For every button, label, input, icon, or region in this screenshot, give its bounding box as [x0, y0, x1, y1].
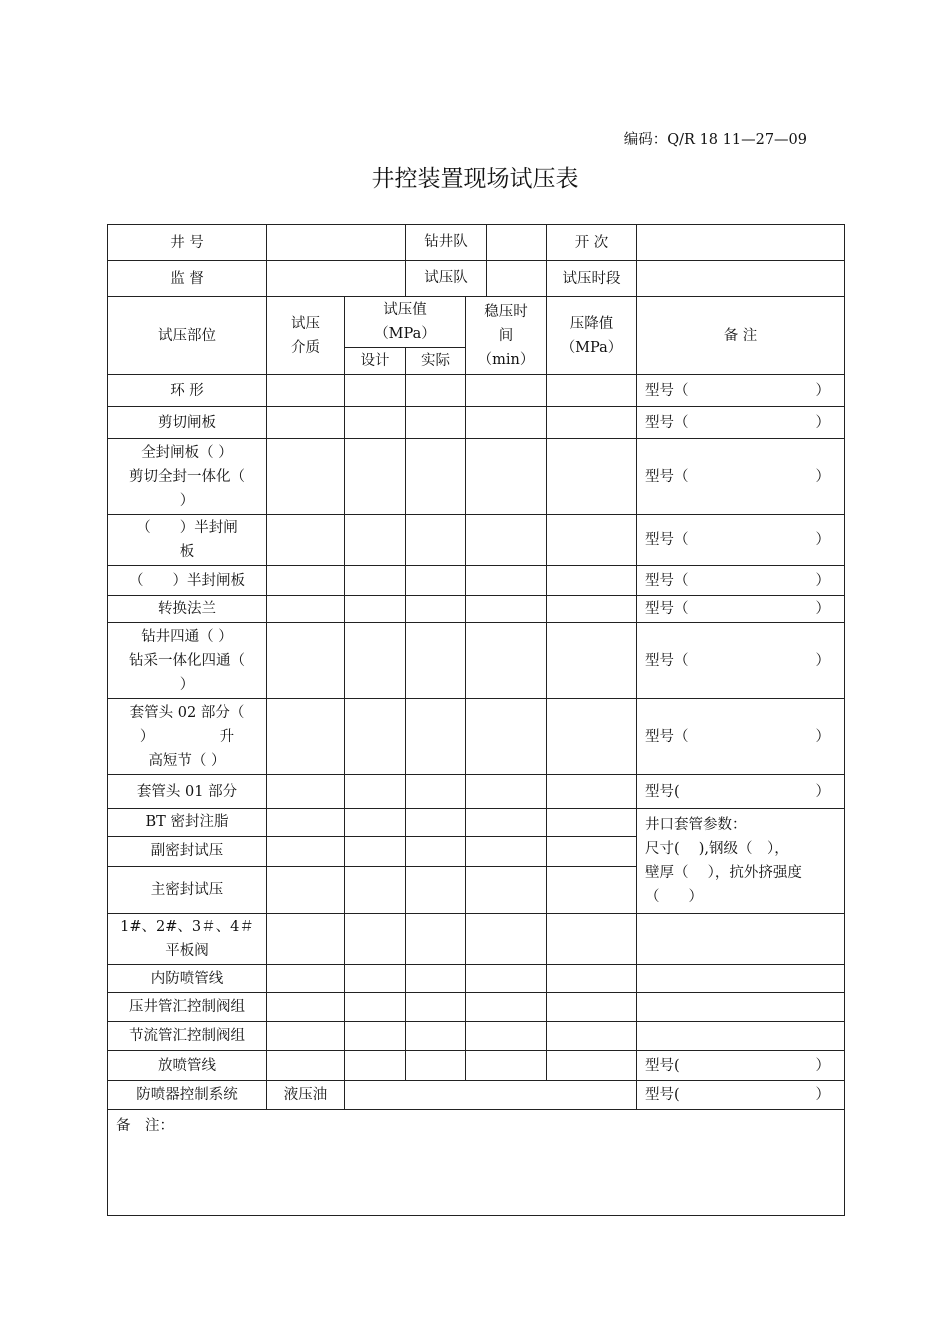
test-team-group [406, 261, 547, 297]
table-row [108, 775, 845, 809]
part-label: BT 密封注脂 [108, 809, 267, 837]
footer-row [108, 1110, 845, 1216]
header-drop: 压降值 （MPa） [547, 297, 637, 375]
close-paren: ） [815, 1057, 830, 1074]
design-cell[interactable] [345, 993, 406, 1022]
pressure-test-table [107, 224, 845, 1216]
design-cell[interactable] [345, 439, 406, 515]
design-cell[interactable] [345, 375, 406, 407]
remark-cell[interactable] [637, 965, 845, 993]
drop-cell[interactable] [547, 866, 637, 913]
spud-value[interactable] [637, 225, 845, 261]
drop-cell[interactable] [547, 596, 637, 623]
footer-remark[interactable]: 备 注： [108, 1110, 845, 1216]
model-label: 型号（ [645, 468, 689, 485]
table-row [108, 623, 845, 699]
design-cell[interactable] [345, 596, 406, 623]
hold-time-cell[interactable] [466, 1051, 547, 1081]
hold-time-cell[interactable] [466, 965, 547, 993]
model-remark[interactable] [637, 375, 845, 407]
table-row [108, 596, 845, 623]
close-paren: ） [815, 783, 830, 800]
model-remark[interactable] [637, 699, 845, 775]
model-label: 型号（ [645, 382, 689, 399]
drop-cell[interactable] [547, 965, 637, 993]
model-label: 型号（ [645, 728, 689, 745]
well-no-label: 井 号 [108, 225, 267, 261]
table-row [108, 699, 845, 775]
hold-time-cell[interactable] [466, 809, 547, 837]
drop-cell[interactable] [547, 914, 637, 965]
drilling-team-group [406, 225, 547, 261]
hold-time-cell[interactable] [466, 439, 547, 515]
close-paren: ） [815, 382, 830, 399]
actual-cell[interactable] [406, 809, 466, 837]
model-remark[interactable] [637, 623, 845, 699]
hold-time-cell[interactable] [466, 1022, 547, 1051]
part-label: 钻井四通（ ） 钻采一体化四通（ ） [108, 623, 267, 699]
part-label: 放喷管线 [108, 1051, 267, 1081]
hold-time-cell[interactable] [466, 515, 547, 566]
header-medium: 试压 介质 [267, 297, 345, 375]
actual-cell[interactable] [406, 914, 466, 965]
close-paren: ） [815, 652, 830, 669]
design-cell[interactable] [345, 866, 406, 913]
medium-cell[interactable] [267, 1022, 345, 1051]
header-design: 设计 [345, 348, 406, 375]
design-cell[interactable] [345, 407, 406, 439]
model-label: 型号（ [645, 572, 689, 589]
actual-cell[interactable] [406, 965, 466, 993]
hold-time-cell[interactable] [466, 866, 547, 913]
medium-cell[interactable] [267, 699, 345, 775]
medium-cell[interactable] [267, 836, 345, 866]
medium-cell[interactable] [267, 965, 345, 993]
model-remark[interactable] [637, 1081, 845, 1110]
remark-cell[interactable] [637, 1022, 845, 1051]
hold-time-cell[interactable] [466, 699, 547, 775]
close-paren: ） [815, 468, 830, 485]
drop-cell[interactable] [547, 775, 637, 809]
design-cell[interactable] [345, 965, 406, 993]
model-remark[interactable] [637, 775, 845, 809]
test-team-value[interactable] [487, 261, 546, 296]
actual-cell[interactable] [406, 993, 466, 1022]
hold-time-cell[interactable] [466, 914, 547, 965]
design-cell[interactable] [345, 1051, 406, 1081]
medium-cell[interactable] [267, 566, 345, 596]
test-team-label: 试压队 [406, 261, 487, 296]
actual-cell[interactable] [406, 407, 466, 439]
part-label: 内防喷管线 [108, 965, 267, 993]
part-label: 套管头 01 部分 [108, 775, 267, 809]
drop-cell[interactable] [547, 623, 637, 699]
supervisor-value[interactable] [267, 261, 406, 297]
hold-time-cell[interactable] [466, 407, 547, 439]
close-paren: ） [815, 572, 830, 589]
medium-cell[interactable] [267, 596, 345, 623]
part-label: 主密封试压 [108, 866, 267, 913]
table-row [108, 809, 845, 837]
design-cell[interactable] [345, 1022, 406, 1051]
medium-cell[interactable] [267, 866, 345, 913]
close-paren: ） [815, 414, 830, 431]
rows-body [108, 375, 845, 1216]
actual-cell[interactable] [406, 515, 466, 566]
part-label: 副密封试压 [108, 836, 267, 866]
model-label: 型号( [645, 1087, 680, 1103]
drop-cell[interactable] [547, 375, 637, 407]
table-row [108, 993, 845, 1022]
design-cell[interactable] [345, 566, 406, 596]
drilling-team-label: 钻井队 [406, 225, 487, 260]
header-hold-time: 稳压时 间 （min） [466, 297, 547, 375]
part-label: （ ）半封闸板 [108, 566, 267, 596]
remark-cell[interactable] [637, 914, 845, 965]
test-period-label: 试压时段 [547, 261, 637, 297]
header-remark: 备 注 [637, 297, 845, 375]
document-code: 编码：Q/R 18 11—27—09 [623, 132, 807, 148]
table-row [108, 1081, 845, 1110]
model-label: 型号( [645, 783, 680, 800]
design-cell[interactable] [345, 699, 406, 775]
table-row [108, 1051, 845, 1081]
drop-cell[interactable] [547, 809, 637, 837]
drop-cell[interactable] [547, 566, 637, 596]
medium-cell[interactable] [267, 809, 345, 837]
part-label: 1#、2#、3＃、4＃ 平板阀 [108, 914, 267, 965]
medium-cell[interactable] [267, 914, 345, 965]
casing-params[interactable]: 井口套管参数： 尺寸( ),钢级（ ）， 壁厚（ ），抗外挤强度 （ ） [637, 809, 845, 914]
design-cell[interactable] [345, 515, 406, 566]
medium-cell[interactable] [267, 439, 345, 515]
medium-cell[interactable] [267, 515, 345, 566]
drilling-team-value[interactable] [487, 225, 546, 260]
part-label: 压井管汇控制阀组 [108, 993, 267, 1022]
actual-cell[interactable] [406, 566, 466, 596]
actual-cell[interactable] [406, 375, 466, 407]
hold-time-cell[interactable] [466, 993, 547, 1022]
design-cell[interactable] [345, 623, 406, 699]
actual-cell[interactable] [406, 866, 466, 913]
medium-cell[interactable] [267, 1051, 345, 1081]
close-paren: ） [815, 601, 830, 617]
table-row [108, 914, 845, 965]
hold-time-cell[interactable] [466, 836, 547, 866]
model-label: 型号（ [645, 414, 689, 431]
part-label: 套管头 02 部分（ ） 升 高短节（ ） [108, 699, 267, 775]
test-period-value[interactable] [637, 261, 845, 297]
close-paren: ） [815, 532, 830, 548]
drop-cell[interactable] [547, 993, 637, 1022]
hold-time-cell[interactable] [466, 596, 547, 623]
table-row [108, 407, 845, 439]
actual-cell[interactable] [406, 596, 466, 623]
close-paren: ） [815, 1087, 830, 1103]
actual-cell[interactable] [406, 775, 466, 809]
close-paren: ） [815, 728, 830, 745]
part-label: 节流管汇控制阀组 [108, 1022, 267, 1051]
actual-cell[interactable] [406, 439, 466, 515]
header-value: 试压值 （MPa） [345, 297, 466, 348]
hold-time-cell[interactable] [466, 566, 547, 596]
medium-cell[interactable] [267, 623, 345, 699]
drop-cell[interactable] [547, 1051, 637, 1081]
table-row [108, 375, 845, 407]
model-remark[interactable] [637, 596, 845, 623]
drop-cell[interactable] [547, 407, 637, 439]
hold-time-cell[interactable] [466, 775, 547, 809]
drop-cell[interactable] [547, 1022, 637, 1051]
model-label: 型号（ [645, 601, 689, 617]
actual-cell[interactable] [406, 623, 466, 699]
design-cell[interactable] [345, 775, 406, 809]
spud-label: 开 次 [547, 225, 637, 261]
medium-cell[interactable] [267, 775, 345, 809]
design-cell[interactable] [345, 914, 406, 965]
model-label: 型号( [645, 1057, 680, 1074]
header-part: 试压部位 [108, 297, 267, 375]
medium-cell[interactable] [267, 407, 345, 439]
table-row [108, 515, 845, 566]
header-actual: 实际 [406, 348, 466, 375]
model-label: 型号（ [645, 652, 689, 669]
table-row [108, 1022, 845, 1051]
part-label: （ ）半封闸 板 [108, 515, 267, 566]
drop-cell[interactable] [547, 515, 637, 566]
part-label: 环 形 [108, 375, 267, 407]
drop-cell[interactable] [547, 836, 637, 866]
remark-cell[interactable] [637, 993, 845, 1022]
design-cell[interactable] [345, 809, 406, 837]
well-no-value[interactable] [267, 225, 406, 261]
model-remark[interactable] [637, 407, 845, 439]
table-row [108, 965, 845, 993]
actual-cell[interactable] [406, 699, 466, 775]
part-label: 全封闸板（ ） 剪切全封一体化（ ） [108, 439, 267, 515]
hold-time-cell[interactable] [466, 375, 547, 407]
hold-time-cell[interactable] [466, 623, 547, 699]
part-label: 剪切闸板 [108, 407, 267, 439]
drop-cell[interactable] [547, 439, 637, 515]
model-remark[interactable] [637, 566, 845, 596]
part-label: 转换法兰 [108, 596, 267, 623]
part-label: 防喷器控制系统 [108, 1081, 267, 1110]
table-row [108, 439, 845, 515]
design-cell[interactable] [345, 836, 406, 866]
medium-value: 液压油 [267, 1081, 345, 1110]
medium-cell[interactable] [267, 375, 345, 407]
actual-cell[interactable] [406, 836, 466, 866]
model-label: 型号（ [645, 532, 689, 548]
page-title: 井控装置现场试压表 [371, 166, 579, 192]
model-remark[interactable] [637, 439, 845, 515]
actual-cell[interactable] [406, 1051, 466, 1081]
table-row [108, 566, 845, 596]
actual-cell[interactable] [406, 1022, 466, 1051]
supervisor-label: 监 督 [108, 261, 267, 297]
medium-cell[interactable] [267, 993, 345, 1022]
model-remark[interactable] [637, 515, 845, 566]
drop-cell[interactable] [547, 699, 637, 775]
model-remark[interactable] [637, 1051, 845, 1081]
merged-value-cell[interactable] [345, 1081, 637, 1110]
